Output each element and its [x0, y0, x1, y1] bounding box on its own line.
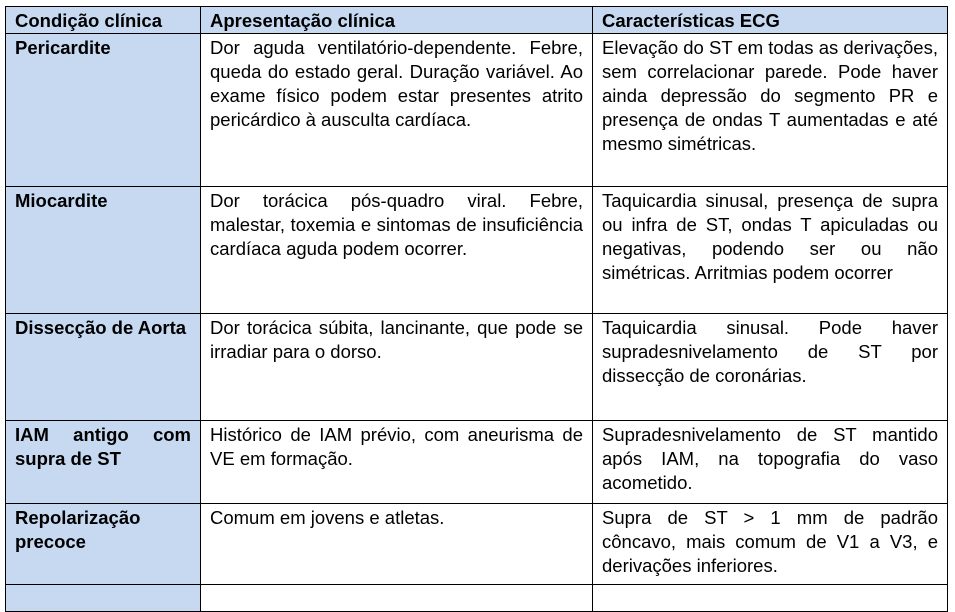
condition-cell: Repolarização precoce	[6, 504, 201, 585]
ecg-cell: Taquicardia sinusal. Pode haver supradesnivelamento de ST por dissecção de coronárias.	[593, 314, 948, 421]
table-row-partial	[6, 585, 948, 612]
presentation-cell: Dor torácica pós-quadro viral. Febre, malestar, toxemia e sintomas de insuficiência cardíaca aguda podem ocorrer.	[201, 187, 593, 314]
table-header-row	[6, 7, 948, 34]
presentation-cell: Dor aguda ventilatório-dependente. Febre, queda do estado geral. Duração variável. Ao exame físico podem estar presentes atrito pericárdico à ausculta cardíaca.	[201, 34, 593, 187]
ecg-cell: Supra de ST > 1 mm de padrão côncavo, mais comum de V1 a V3, e derivações inferiores.	[593, 504, 948, 585]
condition-cell: Miocardite	[6, 187, 201, 314]
table-row	[6, 421, 948, 504]
presentation-cell: Histórico de IAM prévio, com aneurisma de VE em formação.	[201, 421, 593, 504]
condition-cell	[6, 585, 201, 612]
ecg-cell: Supradesnivelamento de ST mantido após IAM, na topografia do vaso acometido.	[593, 421, 948, 504]
presentation-cell: Dor torácica súbita, lancinante, que pode se irradiar para o dorso.	[201, 314, 593, 421]
presentation-cell: Comum em jovens e atletas.	[201, 504, 593, 585]
header-ecg: Características ECG	[593, 7, 948, 34]
ecg-cell: Taquicardia sinusal, presença de supra ou infra de ST, ondas T apiculadas ou negativas, podendo ser ou não simétricas. Arritmias podem ocorrer	[593, 187, 948, 314]
condition-cell: Pericardite	[6, 34, 201, 187]
table-row	[6, 504, 948, 585]
condition-cell: IAM antigo com supra de ST	[6, 421, 201, 504]
condition-cell: Dissecção de Aorta	[6, 314, 201, 421]
header-condition: Condição clínica	[6, 7, 201, 34]
ecg-cell	[593, 585, 948, 612]
header-presentation: Apresentação clínica	[201, 7, 593, 34]
table-row	[6, 34, 948, 187]
table-row	[6, 314, 948, 421]
ecg-differential-table	[5, 6, 948, 612]
ecg-cell: Elevação do ST em todas as derivações, sem correlacionar parede. Pode haver ainda depressão do segmento PR e presença de ondas T aumentadas e até mesmo simétricas.	[593, 34, 948, 187]
table-row	[6, 187, 948, 314]
presentation-cell	[201, 585, 593, 612]
